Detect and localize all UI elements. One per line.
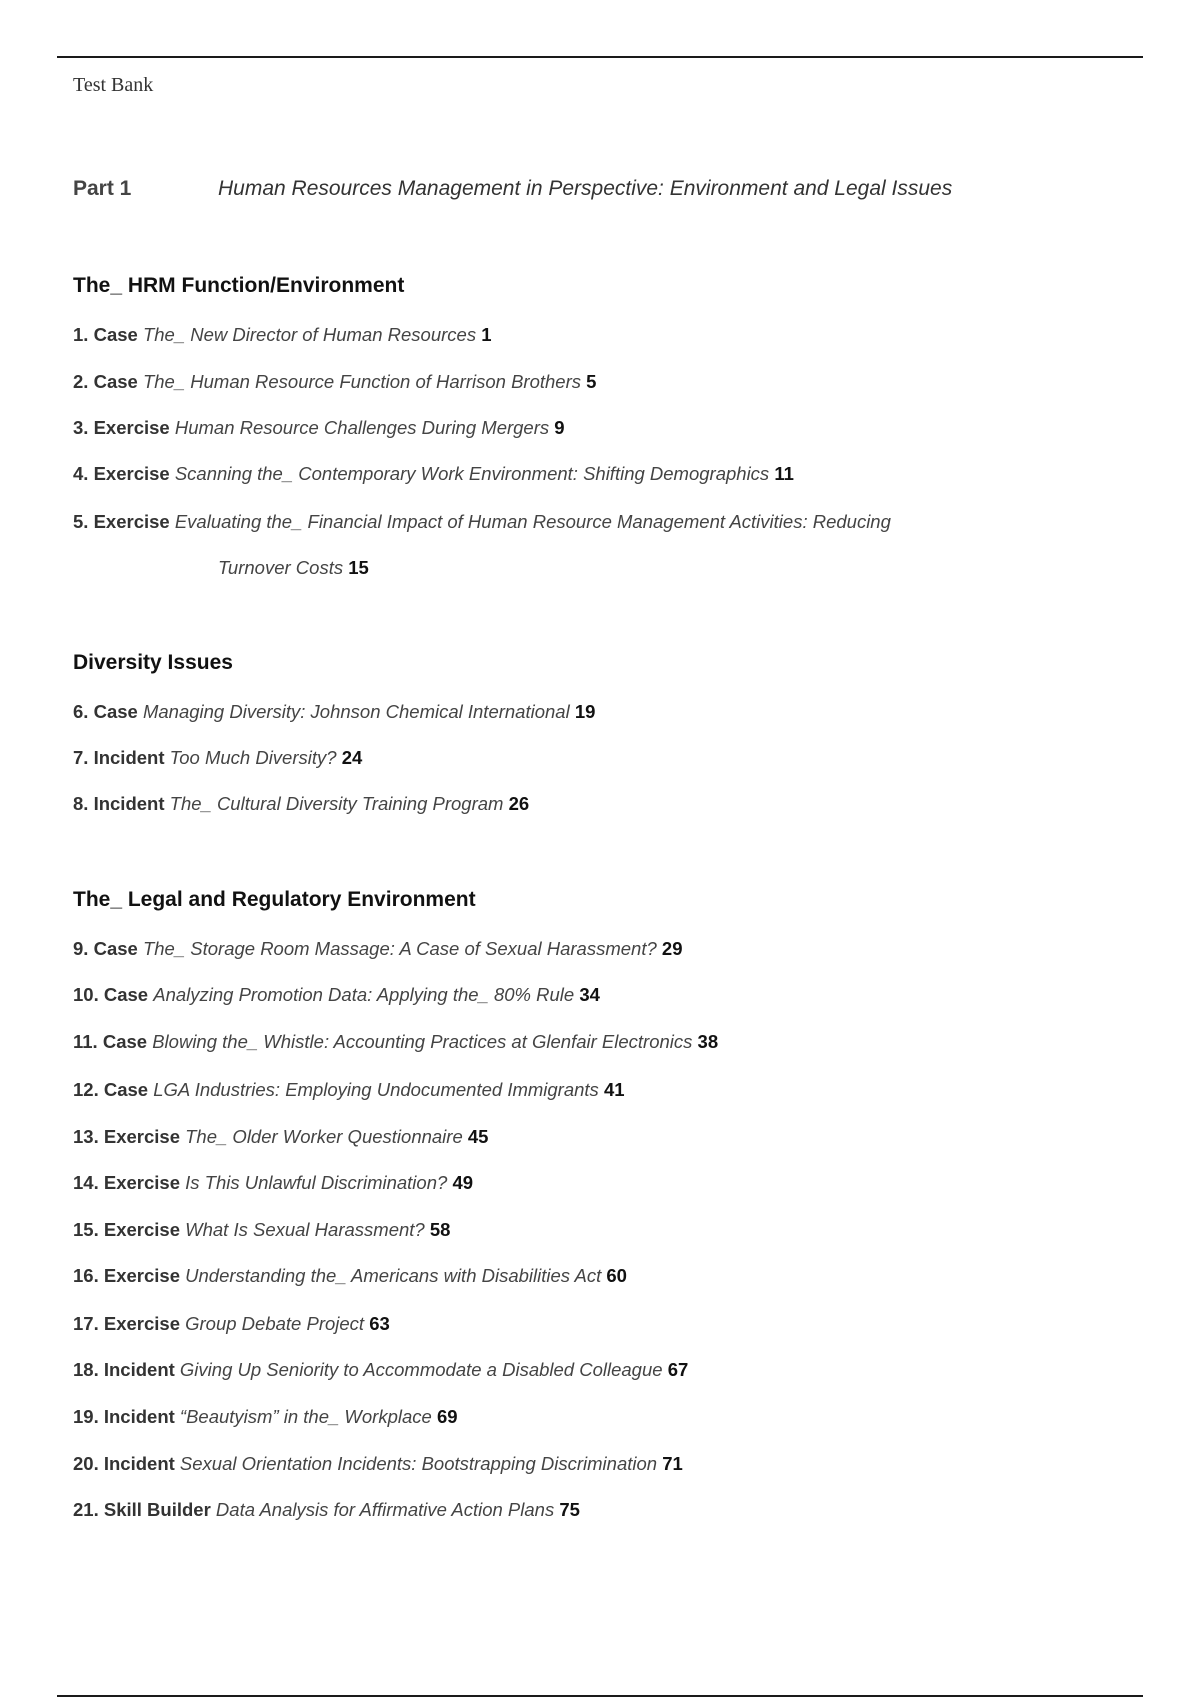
toc-entry[interactable] bbox=[73, 1405, 458, 1429]
entry-type: Case bbox=[102, 1031, 148, 1052]
toc-entry[interactable] bbox=[73, 1125, 488, 1149]
entry-number: 19. bbox=[73, 1406, 99, 1427]
toc-entry[interactable] bbox=[73, 983, 600, 1007]
entry-number: 1. bbox=[73, 324, 89, 345]
entry-title: Scanning the_ Contemporary Work Environment: Shifting Demographics bbox=[174, 463, 770, 484]
part-number: Part 1 bbox=[73, 177, 132, 200]
entry-number: 18. bbox=[73, 1359, 99, 1380]
entry-type: Exercise bbox=[103, 1172, 180, 1193]
entry-page: 26 bbox=[508, 793, 530, 814]
entry-page: 29 bbox=[661, 938, 683, 959]
entry-number: 20. bbox=[73, 1453, 99, 1474]
section-heading-diversity: Diversity Issues bbox=[73, 651, 233, 674]
entry-page: 71 bbox=[662, 1453, 683, 1474]
entry-type: Case bbox=[93, 324, 138, 345]
entry-title: Sexual Orientation Incidents: Bootstrapping Discrimination bbox=[179, 1453, 658, 1474]
entry-number: 9. bbox=[73, 938, 89, 959]
toc-entry[interactable] bbox=[73, 1264, 627, 1288]
toc-entry[interactable] bbox=[73, 937, 682, 961]
entry-type: Exercise bbox=[103, 1219, 180, 1240]
entry-page: 67 bbox=[667, 1359, 689, 1380]
part-title: Human Resources Management in Perspective: Environment and Legal Issues bbox=[218, 177, 953, 200]
toc-entry[interactable] bbox=[73, 510, 891, 534]
entry-title: Is This Unlawful Discrimination? bbox=[185, 1172, 448, 1193]
entry-title: Human Resource Challenges During Mergers bbox=[174, 417, 550, 438]
entry-number: 5. bbox=[73, 511, 89, 532]
entry-type: Case bbox=[93, 938, 138, 959]
entry-type: Skill Builder bbox=[103, 1499, 211, 1520]
entry-number: 17. bbox=[73, 1313, 99, 1334]
entry-page: 9 bbox=[554, 417, 565, 438]
entry-title-continuation: Turnover Costs bbox=[218, 557, 344, 578]
entry-title: Understanding the_ Americans with Disabilities Act bbox=[185, 1265, 602, 1286]
entry-title: Analyzing Promotion Data: Applying the_ 80% Rule bbox=[153, 984, 575, 1005]
entry-title: “Beautyism” in the_ Workplace bbox=[179, 1406, 432, 1427]
entry-title: Too Much Diversity? bbox=[169, 747, 337, 768]
entry-title: Data Analysis for Affirmative Action Plans bbox=[215, 1499, 555, 1520]
entry-type: Case bbox=[93, 371, 138, 392]
entry-type: Case bbox=[103, 984, 149, 1005]
entry-number: 7. bbox=[73, 747, 89, 768]
entry-title: Giving Up Seniority to Accommodate a Disabled Colleague bbox=[179, 1359, 663, 1380]
entry-type: Exercise bbox=[93, 463, 170, 484]
toc-entry[interactable] bbox=[73, 1312, 390, 1336]
entry-number: 12. bbox=[73, 1079, 99, 1100]
entry-page: 24 bbox=[341, 747, 363, 768]
entry-type: Exercise bbox=[103, 1126, 180, 1147]
entry-title: The_ New Director of Human Resources bbox=[142, 324, 477, 345]
toc-entry[interactable] bbox=[73, 1078, 625, 1102]
entry-title: Blowing the_ Whistle: Accounting Practices at Glenfair Electronics bbox=[152, 1031, 693, 1052]
entry-number: 2. bbox=[73, 371, 89, 392]
toc-entry[interactable] bbox=[73, 1171, 473, 1195]
toc-entry[interactable] bbox=[73, 1030, 718, 1054]
entry-number: 21. bbox=[73, 1499, 99, 1520]
entry-number: 8. bbox=[73, 793, 89, 814]
bottom-rule bbox=[57, 1695, 1143, 1697]
entry-title: LGA Industries: Employing Undocumented Immigrants bbox=[153, 1079, 599, 1100]
entry-title: The_ Storage Room Massage: A Case of Sexual Harassment? bbox=[142, 938, 657, 959]
entry-title: Group Debate Project bbox=[185, 1313, 365, 1334]
entry-title: Evaluating the_ Financial Impact of Human Resource Management Activities: Reducing bbox=[174, 511, 891, 532]
entry-page: 34 bbox=[579, 984, 600, 1005]
toc-entry[interactable] bbox=[73, 416, 565, 440]
entry-title: The_ Human Resource Function of Harrison Brothers bbox=[142, 371, 581, 392]
toc-entry[interactable] bbox=[73, 370, 596, 394]
entry-page: 58 bbox=[429, 1219, 451, 1240]
entry-type: Incident bbox=[93, 793, 165, 814]
toc-entry[interactable] bbox=[73, 1452, 683, 1476]
entry-type: Exercise bbox=[103, 1265, 180, 1286]
entry-number: 16. bbox=[73, 1265, 99, 1286]
entry-page: 69 bbox=[436, 1406, 458, 1427]
toc-entry[interactable] bbox=[73, 1498, 580, 1522]
entry-page: 11 bbox=[774, 463, 794, 484]
entry-page: 5 bbox=[586, 371, 597, 392]
toc-entry[interactable] bbox=[73, 1358, 688, 1382]
entry-page: 60 bbox=[606, 1265, 627, 1286]
toc-entry-continuation[interactable] bbox=[218, 556, 369, 580]
toc-entry[interactable] bbox=[73, 462, 794, 486]
entry-type: Exercise bbox=[93, 417, 170, 438]
entry-page: 19 bbox=[574, 701, 596, 722]
entry-number: 14. bbox=[73, 1172, 99, 1193]
entry-type: Exercise bbox=[93, 511, 170, 532]
entry-page: 38 bbox=[697, 1031, 719, 1052]
entry-type: Exercise bbox=[103, 1313, 180, 1334]
entry-number: 4. bbox=[73, 463, 89, 484]
entry-type: Incident bbox=[93, 747, 165, 768]
entry-page: 49 bbox=[452, 1172, 474, 1193]
entry-type: Incident bbox=[103, 1453, 175, 1474]
toc-entry[interactable] bbox=[73, 323, 492, 347]
entry-page: 75 bbox=[559, 1499, 580, 1520]
top-rule bbox=[57, 56, 1143, 58]
section-heading-hrm-function: The_ HRM Function/Environment bbox=[73, 274, 405, 297]
entry-title: The_ Older Worker Questionnaire bbox=[185, 1126, 463, 1147]
entry-title: What Is Sexual Harassment? bbox=[185, 1219, 425, 1240]
entry-type: Incident bbox=[103, 1359, 175, 1380]
entry-number: 13. bbox=[73, 1126, 99, 1147]
entry-number: 6. bbox=[73, 701, 89, 722]
toc-entry[interactable] bbox=[73, 1218, 450, 1242]
toc-entry[interactable] bbox=[73, 700, 595, 724]
toc-entry[interactable] bbox=[73, 792, 529, 816]
running-header: Test Bank bbox=[73, 74, 154, 96]
part-heading bbox=[73, 175, 952, 203]
entry-number: 10. bbox=[73, 984, 99, 1005]
entry-number: 3. bbox=[73, 417, 89, 438]
entry-title: Managing Diversity: Johnson Chemical International bbox=[142, 701, 570, 722]
entry-page: 45 bbox=[467, 1126, 489, 1147]
entry-page: 1 bbox=[481, 324, 492, 345]
entry-type: Case bbox=[93, 701, 138, 722]
toc-entry[interactable] bbox=[73, 746, 362, 770]
entry-number: 15. bbox=[73, 1219, 99, 1240]
entry-title: The_ Cultural Diversity Training Program bbox=[169, 793, 504, 814]
entry-page: 63 bbox=[369, 1313, 390, 1334]
entry-page: 41 bbox=[603, 1079, 625, 1100]
entry-page: 15 bbox=[348, 557, 369, 578]
entry-number: 11. bbox=[73, 1031, 98, 1052]
section-heading-legal: The_ Legal and Regulatory Environment bbox=[73, 888, 476, 911]
entry-type: Case bbox=[103, 1079, 149, 1100]
entry-type: Incident bbox=[103, 1406, 175, 1427]
